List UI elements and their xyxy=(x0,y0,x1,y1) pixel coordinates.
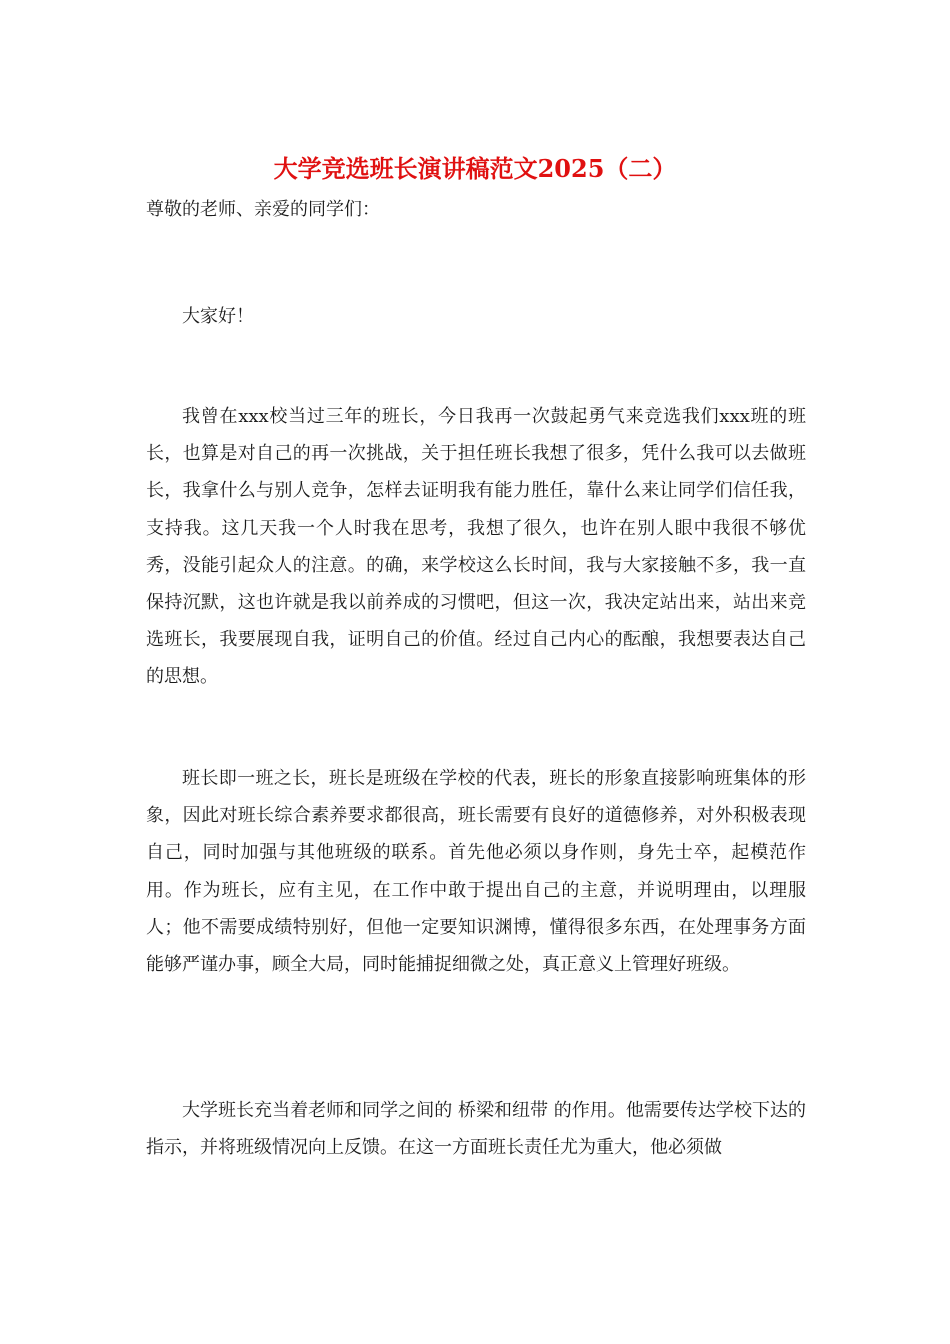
salutation: 尊敬的老师、亲爱的同学们： xyxy=(146,199,380,220)
paragraph-1: 我曾在xxx校当过三年的班长，今日我再一次鼓起勇气来竞选我们xxx班的班长，也算是对自己的再一次挑战，关于担任班长我想了很多，凭什么我可以去做班长，我拿什么与别人竞争，怎样去证明我有能力胜任，靠什么来让同学们信任我，支持我。这几天我一个人时我在思考，我想了很久，也许在别人眼中我很不够优秀，没能引起众人的注意。的确，来学校这么长时间，我与大家接触不多，我一直保持沉默，这也许就是我以前养成的习惯吧，但这一次，我决定站出来，站出来竞选班长，我要展现自我，证明自己的价值。经过自己内心的酝酿，我想要表达自己的思想。 xyxy=(146,406,806,688)
paragraph-greeting: 大家好！ xyxy=(182,306,254,327)
paragraph-2: 班长即一班之长，班长是班级在学校的代表，班长的形象直接影响班集体的形象，因此对班长综合素养要求都很高，班长需要有良好的道德修养，对外积极表现自己，同时加强与其他班级的联系。首先他必须以身作则，身先士卒，起模范作用。作为班长，应有主见，在工作中敢于提出自己的主意，并说明理由，以理服人；他不需要成绩特别好，但他一定要知识渊博，懂得很多东西，在处理事务方面能够严谨办事，顾全大局，同时能捕捉细微之处，真正意义上管理好班级。 xyxy=(146,768,806,976)
document-title: 大学竞选班长演讲稿范文2025（二） xyxy=(273,154,677,183)
paragraph-3: 大学班长充当着老师和同学之间的 桥梁和纽带 的作用。他需要传达学校下达的指示，并将班级情况向上反馈。在这一方面班长责任尤为重大，他必须做 xyxy=(146,1100,806,1159)
